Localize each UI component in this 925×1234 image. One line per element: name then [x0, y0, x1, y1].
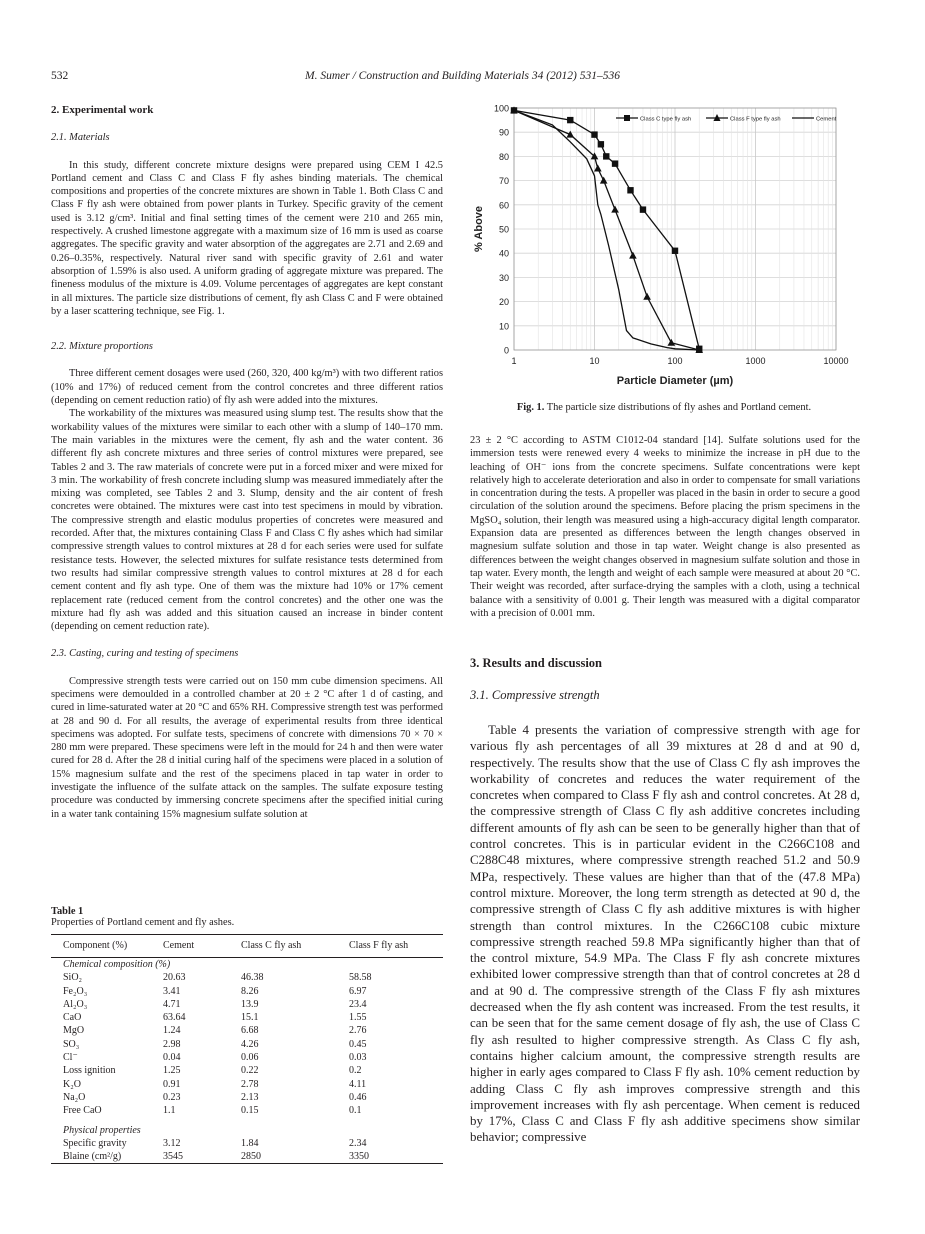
data-point-triangle [600, 177, 608, 184]
y-tick-label: 30 [498, 272, 509, 283]
table-cell: 8.26 [241, 985, 259, 997]
paragraph: In this study, different concrete mixture designs were prepared using CEM I 42.5 Portland cement and Class C and Class F fly ashes binding materials. The chemical compositions and properties of the concrete mixtures are shown in Table 1. Both Class C and Class F fly ash were obtained from power plants in Turkey. Specific gravity of the cement used is 3.12 g/cm³. Initial and final setting times of the cement were 210 and 265 min, respectively. A crushed limestone aggregate with a maximum size of 16 mm is used as coarse aggregates. The specific gravity and water absorption of the aggregates are 2.71 and 2.69 and 0.26–0.35%, respectively. Natural river sand with specific gravity of 2.61 and water absorption of 1.59% is also used. A uniform grading of aggregate mixture was prepared. The fineness modulus of the mixture is 4.09. Volume percentages of aggregates are kept constant in all mixtures. The particle size distributions of cement, fly ash Class C and F were obtained by a laser scattering technique, see Fig. 1. [51, 159, 443, 317]
table-group-row [51, 958, 443, 972]
y-tick-label: 90 [498, 127, 509, 138]
table-group-label: Physical properties [63, 1124, 141, 1136]
table-cell: 2850 [241, 1151, 261, 1163]
table-group-label: Chemical composition (%) [63, 959, 171, 970]
y-tick-label: 80 [498, 151, 509, 162]
data-point-triangle [611, 206, 619, 213]
y-tick-label: 60 [498, 200, 509, 211]
table-cell: 0.03 [349, 1052, 367, 1064]
data-point-square [567, 117, 573, 123]
right-column [470, 434, 860, 620]
y-tick-label: 100 [493, 103, 509, 114]
table-cell: 0.22 [241, 1065, 259, 1077]
paragraph: 23 ± 2 °C according to ASTM C1012-04 standard [14]. Sulfate solutions used for the immersion tests were renewed every 4 weeks to minimize the increase in pH due to the leaching of OH⁻ ions from the concrete specimens. Sulfate concentrations were kept relatively high to accelerate deterioration and also in order to compensate for small variations in concentration during the tests. A propeller was placed in the basin in order to secure a good circulation of the solution around the specimens. Before placing the prism specimens in the MgSO₄ solution, their length was measured using a high-accuracy digital length comparator. Expansion data are presented as differences between the length changes observed in magnesium sulfate solution and those in tap water. Weight change is also presented as differences between the weight changes observed in magnesium sulfate solution and those in tap water. Every month, the length and weight of each sample were measured at about 20 °C. Their weight was recorded, after surface-drying the samples with a cloth, using a technical balance with a sensitivity of 0.001 g. Their length was measured with a digital comparator with a precision of 0.001 mm. [470, 435, 860, 619]
figure-1 [468, 98, 850, 390]
table-caption: Properties of Portland cement and fly ashes. [51, 917, 235, 928]
section-heading: 2. Experimental work [51, 104, 154, 116]
running-title: M. Sumer / Construction and Building Materials 34 (2012) 531–536 [305, 70, 620, 82]
table-row [51, 1091, 443, 1104]
particle-size-chart [468, 98, 850, 390]
legend-label: Class F type fly ash [730, 116, 781, 123]
header-cell: Component (%) [63, 940, 128, 952]
y-tick-label: 70 [498, 176, 509, 187]
table-cell: 3350 [349, 1151, 369, 1163]
subsection-heading: 2.3. Casting, curing and testing of specimens [51, 648, 239, 660]
y-axis-label: % Above [473, 205, 485, 253]
figure-caption-text: The particle size distributions of fly ashes and Portland cement. [546, 402, 812, 413]
table-row [51, 1038, 443, 1051]
table-1 [51, 906, 443, 1164]
table-cell: 0.1 [349, 1105, 362, 1117]
properties-table [51, 934, 443, 1164]
table-cell: 0.2 [349, 1065, 362, 1077]
table-row [51, 985, 443, 998]
table-cell: 20.63 [163, 972, 186, 984]
y-tick-label: 50 [498, 224, 509, 235]
table-cell: 6.97 [349, 985, 367, 997]
data-point-square [627, 187, 633, 193]
y-tick-label: 0 [503, 345, 509, 356]
data-point-square [598, 141, 604, 147]
table-cell: 2.13 [241, 1091, 259, 1103]
y-tick-label: 10 [498, 321, 509, 332]
table-row [51, 1137, 443, 1150]
header-cell: Class F fly ash [349, 940, 409, 952]
legend-label: Cement [816, 116, 837, 123]
table-cell: Blaine (cm²/g) [63, 1151, 122, 1163]
subsection-heading: 2.2. Mixture proportions [51, 341, 153, 353]
table-cell: 2.78 [241, 1078, 259, 1090]
data-point-square [591, 131, 597, 137]
figure-caption [468, 402, 860, 413]
table-cell: 6.68 [241, 1025, 259, 1037]
table-header-row [51, 935, 443, 958]
table-row [51, 1104, 443, 1117]
table-cell: 4.71 [163, 998, 181, 1010]
data-point-square [640, 206, 646, 212]
table-cell: Cl⁻ [63, 1052, 78, 1064]
table-cell: 0.46 [349, 1091, 367, 1103]
table-row [51, 1011, 443, 1024]
data-point-triangle [594, 165, 602, 172]
page-number: 532 [51, 70, 69, 82]
data-point-square [612, 160, 618, 166]
table-cell: 1.55 [349, 1012, 367, 1024]
data-point-triangle [629, 252, 637, 259]
table-cell: Loss ignition [63, 1065, 116, 1077]
table-cell: K₂O [63, 1078, 81, 1090]
x-tick-label: 10000 [823, 356, 849, 366]
table-cell: 0.91 [163, 1078, 181, 1090]
table-cell: Specific gravity [63, 1137, 127, 1149]
table-cell: 1.1 [163, 1105, 176, 1117]
table-cell: SiO₂ [63, 972, 83, 984]
header-cell: Class C fly ash [241, 940, 302, 952]
table-cell: 3.12 [163, 1137, 181, 1149]
table-row [51, 1078, 443, 1091]
x-tick-label: 1000 [745, 356, 766, 366]
table-cell: Fe₂O₃ [63, 985, 88, 997]
table-cell: 3.41 [163, 985, 181, 997]
table-cell: 0.04 [163, 1052, 181, 1064]
legend-marker-square [624, 115, 630, 121]
table-row [51, 1024, 443, 1037]
subsection-heading: 2.1. Materials [51, 132, 110, 144]
table-label: Table 1 [51, 906, 84, 917]
x-tick-label: 10 [589, 356, 600, 366]
table-row [51, 971, 443, 984]
paragraph: The workability of the mixtures was measured using slump test. The results show that the workability values of the mixtures were similar to each other with a slump of 140–170 mm. The main variables in the mixtures were the cement, fly ash and the water content. 36 different fly ash concrete mixtures and three series of control mixtures were prepared, see Tables 2 and 3. The raw materials of concrete were put in a forced mixer and were mixed for 3 min. The workability of fresh concrete including slump was measured immediately after the mixing was completed, see Tables 2 and 3. Slump, density and the air content of fresh concretes were obtained. The mixtures were cast into test specimens in mould by vibration. The compressive strength and elastic modulus properties of concretes were measured and recorded. After that, the mixtures containing Class F and Class C fly ashes which had similar compressive strength values to control mixtures at 28 d for each series were used for sulfate resistance tests. However, the selected mixtures for sulfate resistance tests determined from two results had similar compressive strength values to control mixtures at 28 d for each cement content and fly ash type. One of them was the mixture had 10% or 17% cement replacement rate (reduced cement from the control concretes) and the other one was the mixture had fly ash was added and this situation caused an increase in binder content (depending on cement reduction rate). [51, 408, 443, 633]
data-point-triangle [668, 339, 676, 346]
paragraph: Three different cement dosages were used (260, 320, 400 kg/m³) with two different ratios (10% and 17%) of reduced cement from the control concretes and three different ratios (depending on cement reduction ratio) of fly ash were added into the mixtures. [51, 368, 443, 407]
table-cell: 2.76 [349, 1025, 367, 1037]
header-cell: Cement [163, 940, 195, 952]
table-cell: Na₂O [63, 1091, 86, 1103]
table-row [51, 1150, 443, 1164]
table-cell: 0.15 [241, 1105, 259, 1117]
table-cell: MgO [63, 1025, 85, 1037]
x-tick-label: 100 [667, 356, 683, 366]
table-cell: 2.34 [349, 1137, 367, 1149]
table-cell: 4.11 [349, 1078, 367, 1090]
paragraph: Table 4 presents the variation of compressive strength with age for various fly ash percentages of all 39 mixtures at 28 d and at 90 d, respectively. The results show that the use of Class C fly ash improves the workability of concretes and reduces the water requirement of the concretes when compared to Class F fly ash and control concretes. At 28 d, the compressive strength of Class C fly ash additive concretes including different amounts of fly ash can be seen to be generally higher than that of control concretes. This is in particular evident in the C266C108 and C288C48 mixtures, where compressive strength reached 51.2 and 50.9 MPa, respectively. These values are higher than that of the (47.8 MPa) control mixture. Moreover, the long term strength as detected at 90 d, the compressive strength of Class C fly ash additive mixtures is with higher strength than control mixtures. In the C266C108 cubic mixture compressive strength reached 59.8 MPa significantly higher than that of the control mixture, 54.9 MPa. The Class F fly ash concrete mixtures exhibited lower compressive strength than that of control concretes at 28 d and at 90 d. The compressive strength of the Class F fly ash mixtures decreased when the fly ash content was increased. From the test results, it can be seen that for the same cement dosage of fly ash, the use of Class C fly ash resulted to higher compressive strength. As Class C fly ash, contains higher calcium amount, the compressive strength results are higher in early ages compared to Class F fly ash. 10% cement reduction by adding Class C fly ash improves compressive strength and this improvement increases with fly ash percentage. When cement is reduced by 17%, Class C and Class F fly ash additive specimens show similar behavior; compressive [470, 723, 860, 1145]
data-point-triangle [643, 293, 651, 300]
y-tick-label: 20 [498, 297, 509, 308]
figure-label: Fig. 1. [516, 402, 545, 413]
table-row [51, 1064, 443, 1077]
table-cell: 23.4 [349, 998, 367, 1010]
table-cell: 1.84 [241, 1137, 259, 1149]
table-cell: 63.64 [163, 1012, 186, 1024]
table-cell: SO₃ [63, 1038, 80, 1050]
left-column [51, 104, 443, 821]
table-cell: Free CaO [63, 1105, 102, 1117]
legend-label: Class C type fly ash [640, 116, 692, 123]
results-text [470, 722, 860, 1146]
table-row [51, 1051, 443, 1064]
table-cell: 3545 [163, 1151, 183, 1163]
table-row [51, 998, 443, 1011]
table-group-row [51, 1118, 443, 1137]
table-cell: 1.24 [163, 1025, 181, 1037]
table-cell: 0.45 [349, 1038, 367, 1050]
subsection-heading: 3.1. Compressive strength [470, 688, 600, 702]
paragraph: Compressive strength tests were carried out on 150 mm cube dimension specimens. All specimens were demoulded in a controlled chamber at 20 ± 2 °C after 1 d of casting, and cured in lime-saturated water at 20 °C and 65% RH. Compressive strength test was performed at 28 and 90 d. For all results, the average of experimental results from three identical specimens was adopted. For sulfate tests, specimens of concrete with dimensions 70 × 70 × 280 mm were prepared. These specimens were left in the mould for 24 h and then were water cured for 28 d. After the 28 d initial curing half of the specimens were placed in a solution of 15% magnesium sulfate and the rest of the specimens placed in tap water in order to investigate the influence of the sulfate attack on the samples. The sulfate exposure testing procedure was conducted by immersing concrete specimens after the specified initial curing in a water tank containing 15% magnesium sulfate solution at [51, 675, 443, 820]
table-cell: 58.58 [349, 972, 372, 984]
table-cell: 0.06 [241, 1052, 259, 1064]
table-cell: 1.25 [163, 1065, 181, 1077]
data-point-square [672, 248, 678, 254]
table-cell: 4.26 [241, 1038, 259, 1050]
table-cell: CaO [63, 1012, 82, 1024]
x-tick-label: 1 [511, 356, 517, 366]
x-axis-label: Particle Diameter (µm) [616, 375, 734, 387]
table-cell: 2.98 [163, 1038, 181, 1050]
y-tick-label: 40 [498, 248, 509, 259]
table-cell: 13.9 [241, 998, 259, 1010]
table-cell: 15.1 [241, 1012, 259, 1024]
section-heading: 3. Results and discussion [470, 656, 602, 670]
data-point-square [603, 153, 609, 159]
table-cell: 0.23 [163, 1091, 181, 1103]
table-cell: 46.38 [241, 972, 264, 984]
table-cell: Al₂O₃ [63, 998, 88, 1010]
